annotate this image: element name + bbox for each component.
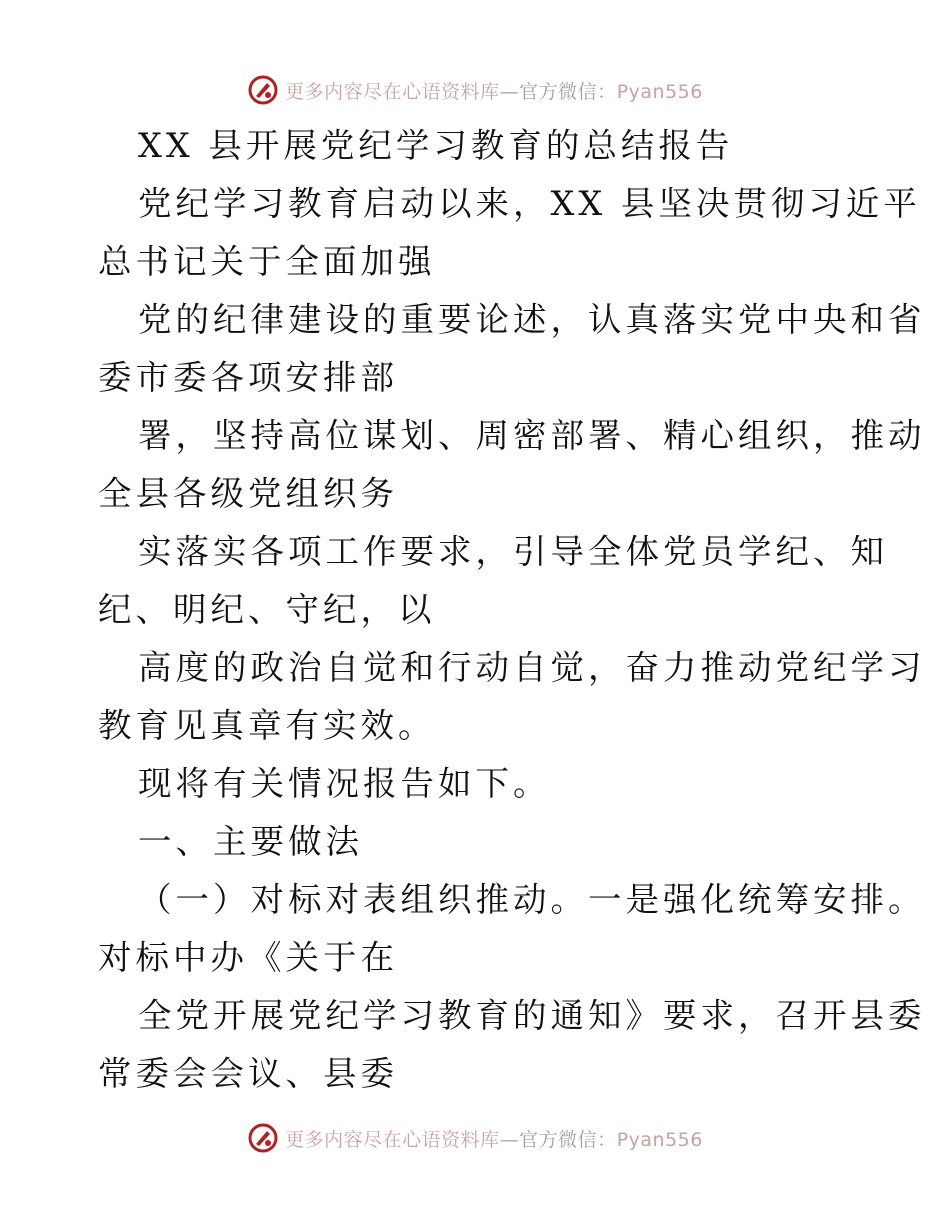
paragraph-line: 委市委各项安排部 (98, 358, 398, 397)
paragraph-line: 常委会会议、县委 (98, 1054, 398, 1093)
document-title: XX 县开展党纪学习教育的总结报告 (138, 126, 734, 165)
paragraph-line: 党的纪律建设的重要论述，认真落实党中央和省 (138, 300, 926, 339)
paragraph-line: 党纪学习教育启动以来，XX 县坚决贯彻习近平 (138, 184, 921, 223)
watermark-banner-top (0, 70, 950, 110)
logo-icon (247, 1122, 279, 1154)
paragraph-line: 对标中办《关于在 (98, 938, 398, 977)
watermark-text: 更多内容尽在心语资料库—官方微信：Pyan556 (285, 80, 703, 103)
logo-icon (247, 74, 279, 106)
paragraph-line: 纪、明纪、守纪，以 (98, 590, 436, 629)
paragraph-line: 总书记关于全面加强 (98, 242, 436, 281)
watermark-text: 更多内容尽在心语资料库—官方微信：Pyan556 (285, 1128, 703, 1151)
paragraph-line: 高度的政治自觉和行动自觉，奋力推动党纪学习 (138, 648, 926, 687)
paragraph-line: 教育见真章有实效。 (98, 706, 436, 745)
watermark-banner-bottom (0, 1118, 950, 1158)
paragraph-line: 实落实各项工作要求，引导全体党员学纪、知 (138, 532, 888, 571)
paragraph-line: 全党开展党纪学习教育的通知》要求，召开县委 (138, 996, 926, 1035)
paragraph-line: 现将有关情况报告如下。 (138, 764, 551, 803)
section-heading: 一、主要做法 (138, 822, 363, 861)
paragraph-line: 署，坚持高位谋划、周密部署、精心组织，推动 (138, 416, 926, 455)
paragraph-line: 全县各级党组织务 (98, 474, 398, 513)
paragraph-line: （一）对标对表组织推动。一是强化统筹安排。 (138, 880, 926, 919)
